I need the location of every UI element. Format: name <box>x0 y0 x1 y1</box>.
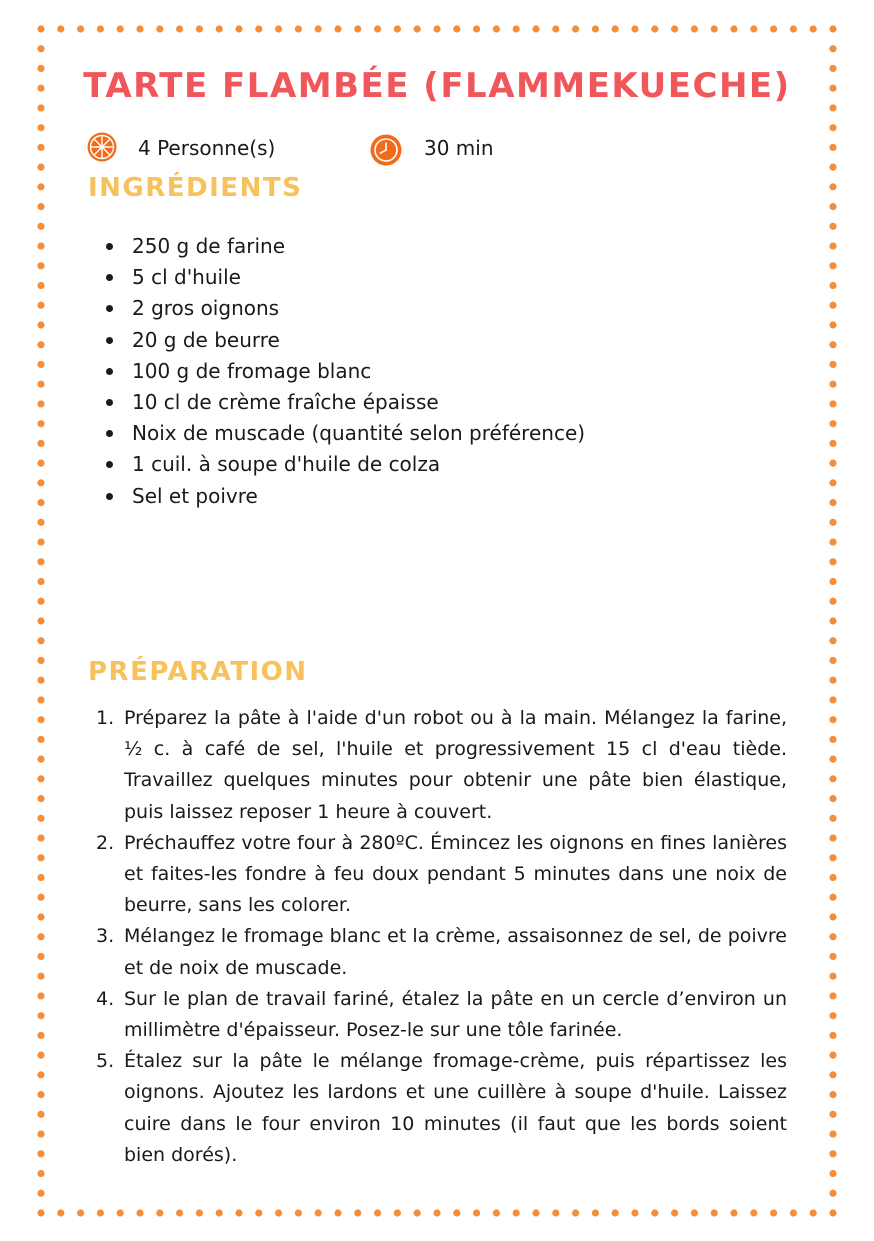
border-dot <box>829 598 836 605</box>
border-dot <box>37 657 44 664</box>
orange-slice-icon <box>87 132 117 162</box>
step-number: 5. <box>96 1050 115 1073</box>
border-dot <box>829 144 836 151</box>
border-dot <box>770 25 777 32</box>
border-dot <box>829 953 836 960</box>
border-dot <box>37 1071 44 1078</box>
border-dot <box>374 25 381 32</box>
ingredient-item: 5 cl d'huile <box>100 263 780 294</box>
border-dot <box>829 361 836 368</box>
border-dot <box>37 1111 44 1118</box>
border-dot <box>315 25 322 32</box>
border-dot <box>829 400 836 407</box>
border-dot <box>37 696 44 703</box>
border-dot <box>97 1209 104 1216</box>
border-dot <box>829 1091 836 1098</box>
step-text: Préchauffez votre four à 280ºC. Émincez les oignons en fines lanières et faites-les fondre à feu doux pendant 5 minutes dans une noix de beurre, sans les colorer. <box>124 831 787 917</box>
border-dot <box>829 460 836 467</box>
border-dot <box>315 1209 322 1216</box>
border-dot <box>354 25 361 32</box>
border-dot <box>829 677 836 684</box>
border-dot <box>829 1032 836 1039</box>
border-dot <box>37 45 44 52</box>
border-dot <box>671 25 678 32</box>
border-dot <box>37 953 44 960</box>
border-dot <box>473 1209 480 1216</box>
border-dot <box>37 223 44 230</box>
border-dot <box>829 302 836 309</box>
border-dot <box>829 262 836 269</box>
border-dot <box>829 617 836 624</box>
border-dot <box>829 242 836 249</box>
step-number: 3. <box>96 925 115 948</box>
border-dot <box>829 558 836 565</box>
border-dot <box>37 834 44 841</box>
border-dot <box>829 815 836 822</box>
border-dot <box>37 381 44 388</box>
border-dot <box>275 1209 282 1216</box>
border-dot <box>37 637 44 644</box>
border-dot <box>829 440 836 447</box>
border-dot <box>829 1150 836 1157</box>
border-dot <box>37 164 44 171</box>
border-dot <box>57 1209 64 1216</box>
border-dot <box>829 538 836 545</box>
border-dot <box>374 1209 381 1216</box>
preparation-step <box>96 828 787 922</box>
ingredient-item: 1 cuil. à soupe d'huile de colza <box>100 450 780 481</box>
border-dot <box>37 440 44 447</box>
border-dot <box>216 1209 223 1216</box>
border-dot <box>730 25 737 32</box>
border-dot <box>829 834 836 841</box>
step-number: 2. <box>96 831 115 854</box>
border-dot <box>829 1130 836 1137</box>
border-dot <box>37 815 44 822</box>
border-dot <box>37 1130 44 1137</box>
preparation-step <box>96 1046 787 1171</box>
border-dot <box>37 25 44 32</box>
ingredient-item: 2 gros oignons <box>100 294 780 325</box>
border-dot <box>37 282 44 289</box>
border-dot <box>829 381 836 388</box>
border-dot <box>711 1209 718 1216</box>
border-dot <box>453 25 460 32</box>
border-dot <box>612 25 619 32</box>
border-dot <box>513 25 520 32</box>
border-dot <box>829 499 836 506</box>
border-dot <box>37 874 44 881</box>
border-dot <box>651 25 658 32</box>
border-dot <box>37 894 44 901</box>
ingredient-item: 20 g de beurre <box>100 326 780 357</box>
border-dot <box>691 25 698 32</box>
step-text: Préparez la pâte à l'aide d'un robot ou à la main. Mélangez la farine, ½ c. à café de sel, l'huile et progressivement 15 cl d'eau tiède. Travaillez quelques minutes pour obtenir une pâte bien élastique, puis laissez reposer 1 heure à couvert. <box>124 707 787 823</box>
border-dot <box>97 25 104 32</box>
border-dot <box>829 341 836 348</box>
border-dot <box>37 538 44 545</box>
border-dot <box>295 25 302 32</box>
border-dot <box>631 25 638 32</box>
border-dot <box>37 242 44 249</box>
border-dot <box>37 716 44 723</box>
border-dot <box>37 617 44 624</box>
border-dot <box>37 1091 44 1098</box>
border-dot <box>37 124 44 131</box>
border-dot <box>255 25 262 32</box>
border-dot <box>334 25 341 32</box>
border-dot <box>592 25 599 32</box>
border-dot <box>37 578 44 585</box>
border-dot <box>37 795 44 802</box>
preparation-step <box>96 921 787 983</box>
border-dot <box>57 25 64 32</box>
border-dot <box>829 519 836 526</box>
border-dot <box>37 361 44 368</box>
border-dot <box>493 25 500 32</box>
ingredient-item: 10 cl de crème fraîche épaisse <box>100 388 780 419</box>
border-dot <box>612 1209 619 1216</box>
border-dot <box>37 1150 44 1157</box>
clock-icon <box>370 134 402 166</box>
border-dot <box>711 25 718 32</box>
border-dot <box>176 25 183 32</box>
border-dot <box>37 183 44 190</box>
border-dot <box>176 1209 183 1216</box>
preparation-heading: PRÉPARATION <box>88 657 308 687</box>
border-dot <box>37 203 44 210</box>
border-dot <box>37 598 44 605</box>
border-dot <box>37 933 44 940</box>
border-dot <box>829 1170 836 1177</box>
border-dot <box>810 1209 817 1216</box>
border-dot <box>37 677 44 684</box>
border-dot <box>829 203 836 210</box>
border-dot <box>730 1209 737 1216</box>
border-dot <box>691 1209 698 1216</box>
border-dot <box>117 25 124 32</box>
border-dot <box>37 973 44 980</box>
border-dot <box>37 913 44 920</box>
border-dot <box>473 25 480 32</box>
border-dot <box>829 282 836 289</box>
ingredient-item: Sel et poivre <box>100 482 780 513</box>
border-dot <box>37 341 44 348</box>
border-dot <box>295 1209 302 1216</box>
step-text: Sur le plan de travail fariné, étalez la pâte en un cercle d’environ un millimètre d'épaisseur. Posez-le sur une tôle farinée. <box>124 987 787 1042</box>
border-dot <box>572 1209 579 1216</box>
border-dot <box>790 25 797 32</box>
border-dot <box>37 479 44 486</box>
border-dot <box>829 894 836 901</box>
border-dot <box>829 696 836 703</box>
border-dot <box>552 1209 559 1216</box>
border-dot <box>592 1209 599 1216</box>
border-dot <box>829 716 836 723</box>
border-dot <box>216 25 223 32</box>
border-dot <box>37 420 44 427</box>
border-dot <box>671 1209 678 1216</box>
border-dot <box>572 25 579 32</box>
border-dot <box>354 1209 361 1216</box>
border-dot <box>37 1170 44 1177</box>
border-dot <box>414 25 421 32</box>
border-dot <box>829 1052 836 1059</box>
border-dot <box>532 1209 539 1216</box>
border-dot <box>829 992 836 999</box>
border-dot <box>810 25 817 32</box>
border-dot <box>235 25 242 32</box>
border-dot <box>829 124 836 131</box>
border-dot <box>334 1209 341 1216</box>
border-dot <box>37 144 44 151</box>
border-dot <box>829 973 836 980</box>
border-dot <box>829 637 836 644</box>
border-dot <box>829 25 836 32</box>
preparation-step <box>96 703 787 828</box>
border-dot <box>37 1032 44 1039</box>
border-dot <box>37 1012 44 1019</box>
border-dot <box>117 1209 124 1216</box>
border-dot <box>275 25 282 32</box>
ingredient-list <box>100 232 780 513</box>
border-dot <box>37 992 44 999</box>
border-dot <box>829 795 836 802</box>
step-text: Mélangez le fromage blanc et la crème, assaisonnez de sel, de poivre et de noix de muscade. <box>124 925 787 979</box>
border-dot <box>770 1209 777 1216</box>
border-dot <box>77 1209 84 1216</box>
border-dot <box>829 420 836 427</box>
border-dot <box>37 400 44 407</box>
border-dot <box>750 1209 757 1216</box>
border-dot <box>37 558 44 565</box>
border-dot <box>829 854 836 861</box>
border-dot <box>196 25 203 32</box>
border-dot <box>513 1209 520 1216</box>
border-dot <box>829 164 836 171</box>
step-number: 1. <box>96 707 115 729</box>
recipe-title: TARTE FLAMBÉE (FLAMMEKUECHE) <box>83 66 791 106</box>
border-dot <box>829 1111 836 1118</box>
border-dot <box>37 1209 44 1216</box>
border-dot <box>37 499 44 506</box>
border-dot <box>37 775 44 782</box>
border-dot <box>829 736 836 743</box>
border-dot <box>156 1209 163 1216</box>
border-dot <box>37 854 44 861</box>
border-dot <box>829 479 836 486</box>
border-dot <box>829 1012 836 1019</box>
preparation-step <box>96 984 787 1046</box>
border-dot <box>414 1209 421 1216</box>
border-dot <box>136 25 143 32</box>
ingredients-heading: INGRÉDIENTS <box>88 173 303 203</box>
border-dot <box>829 223 836 230</box>
border-dot <box>37 1052 44 1059</box>
border-dot <box>829 1071 836 1078</box>
border-dot <box>255 1209 262 1216</box>
servings-text: 4 Personne(s) <box>138 136 276 160</box>
border-dot <box>532 25 539 32</box>
border-dot <box>829 1209 836 1216</box>
border-dot <box>235 1209 242 1216</box>
border-dot <box>37 460 44 467</box>
border-dot <box>196 1209 203 1216</box>
border-dot <box>829 874 836 881</box>
step-text: Étalez sur la pâte le mélange fromage-crème, puis répartissez les oignons. Ajoutez les lardons et une cuillère à soupe d'huile. Laissez cuire dans le four environ 10 minutes (il faut que les bords soient bien dorés). <box>124 1050 787 1166</box>
border-dot <box>651 1209 658 1216</box>
border-dot <box>37 519 44 526</box>
border-dot <box>829 756 836 763</box>
border-dot <box>37 302 44 309</box>
border-dot <box>790 1209 797 1216</box>
border-dot <box>394 1209 401 1216</box>
border-dot <box>829 578 836 585</box>
border-dot <box>829 183 836 190</box>
border-dot <box>433 25 440 32</box>
border-dot <box>829 1190 836 1197</box>
step-number: 4. <box>96 987 115 1010</box>
border-dot <box>631 1209 638 1216</box>
ingredient-item: Noix de muscade (quantité selon préférence) <box>100 419 780 450</box>
preparation-steps <box>96 703 787 1171</box>
border-dot <box>37 321 44 328</box>
border-dot <box>77 25 84 32</box>
border-dot <box>829 933 836 940</box>
ingredient-item: 250 g de farine <box>100 232 780 263</box>
border-dot <box>829 45 836 52</box>
border-dot <box>453 1209 460 1216</box>
border-dot <box>37 736 44 743</box>
border-dot <box>37 262 44 269</box>
border-dot <box>829 913 836 920</box>
border-dot <box>829 775 836 782</box>
border-dot <box>37 1190 44 1197</box>
border-dot <box>156 25 163 32</box>
border-dot <box>552 25 559 32</box>
border-dot <box>394 25 401 32</box>
border-dot <box>493 1209 500 1216</box>
border-dot <box>433 1209 440 1216</box>
border-dot <box>37 756 44 763</box>
border-dot <box>829 321 836 328</box>
ingredient-item: 100 g de fromage blanc <box>100 357 780 388</box>
border-dot <box>136 1209 143 1216</box>
border-dot <box>750 25 757 32</box>
border-dot <box>829 657 836 664</box>
time-text: 30 min <box>424 136 494 160</box>
